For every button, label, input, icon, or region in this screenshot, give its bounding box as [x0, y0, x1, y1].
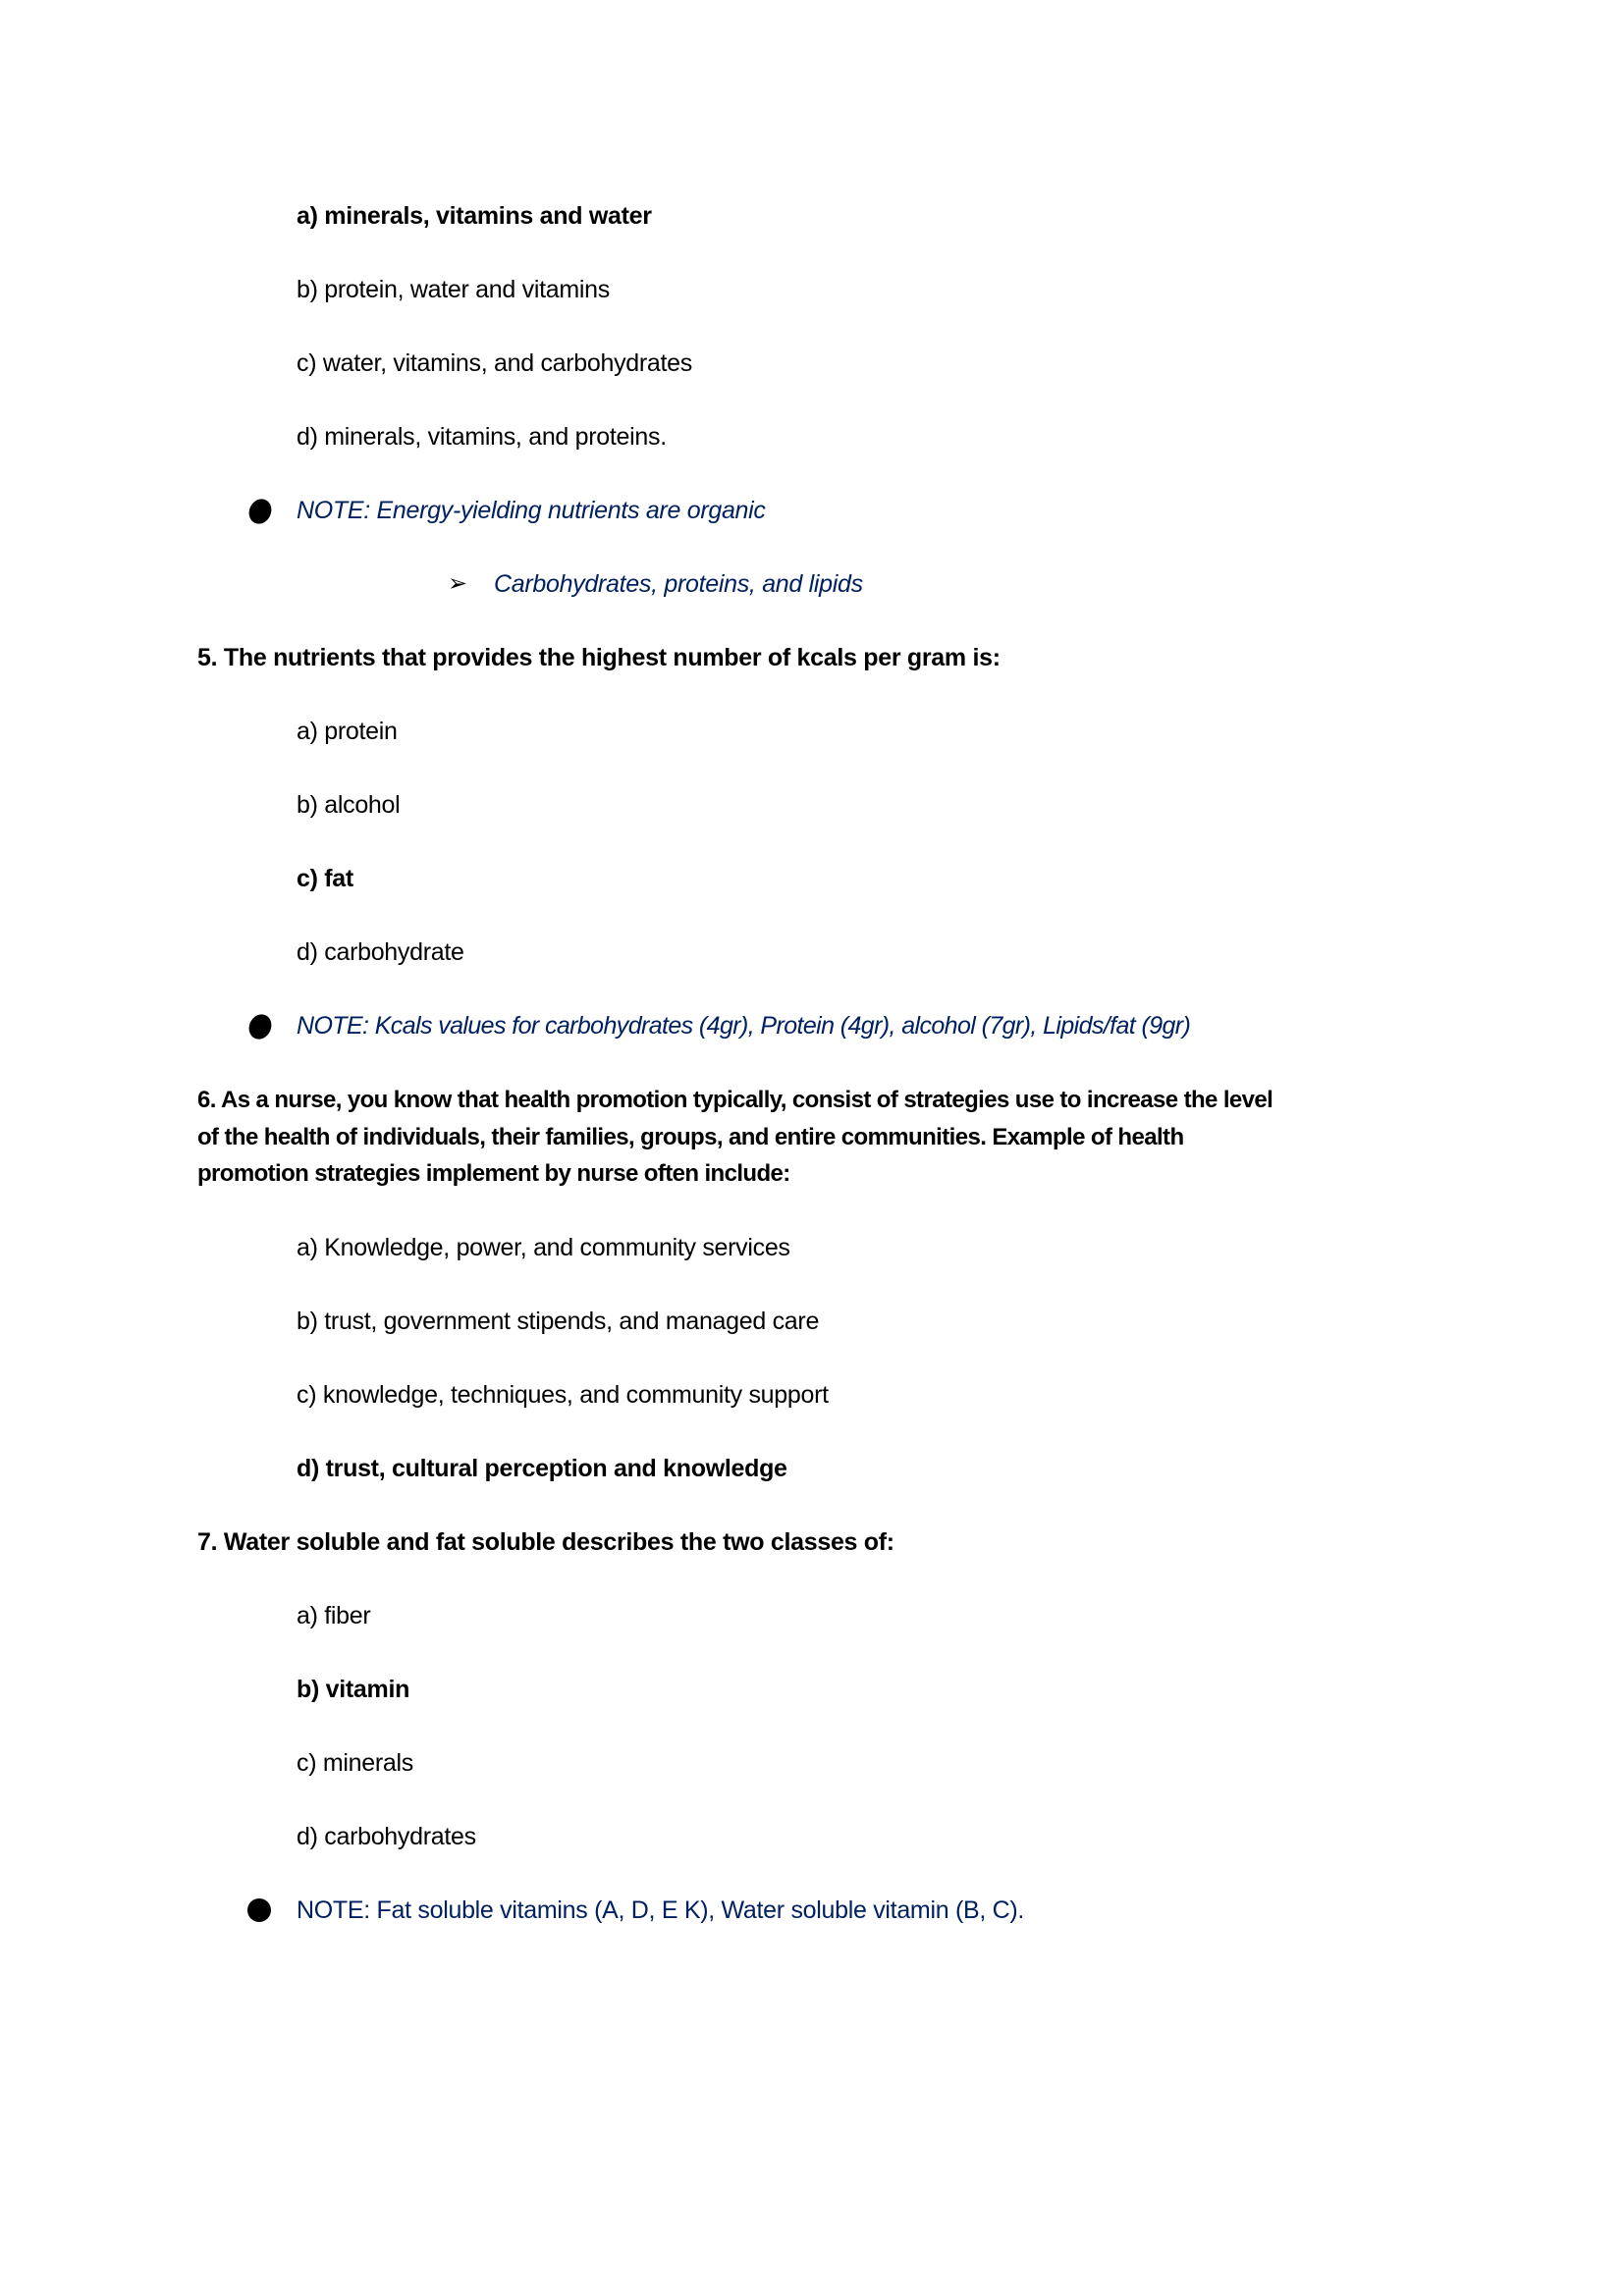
q5-option-d: d) carbohydrate	[297, 938, 464, 966]
q6-option-a: a) Knowledge, power, and community services	[297, 1234, 790, 1261]
bullet-icon	[247, 1898, 271, 1922]
q5-option-a: a) protein	[297, 718, 398, 745]
q7-option-d: d) carbohydrates	[297, 1823, 476, 1850]
q5-option-b: b) alcohol	[297, 791, 401, 819]
q7-option-c: c) minerals	[297, 1749, 413, 1777]
q4-option-a-answer: a) minerals, vitamins and water	[297, 202, 652, 230]
q6-question-line-2: of the health of individuals, their families, groups, and entire communities. Example of health	[197, 1124, 1184, 1150]
q6-option-b: b) trust, government stipends, and managed care	[297, 1308, 820, 1335]
q4-option-c: c) water, vitamins, and carbohydrates	[297, 349, 692, 377]
q5-option-c-answer: c) fat	[297, 865, 353, 892]
q6-question-line-3: promotion strategies implement by nurse often include:	[197, 1160, 790, 1187]
bullet-icon	[245, 1011, 276, 1043]
q7-option-a: a) fiber	[297, 1602, 371, 1629]
q7-option-b-answer: b) vitamin	[297, 1676, 410, 1703]
q4-subnote: Carbohydrates, proteins, and lipids	[494, 570, 863, 598]
q5-question: 5. The nutrients that provides the highest number of kcals per gram is:	[197, 644, 1001, 671]
q4-note: NOTE: Energy-yielding nutrients are organic	[297, 497, 766, 524]
q5-note: NOTE: Kcals values for carbohydrates (4gr), Protein (4gr), alcohol (7gr), Lipids/fat (9gr)	[297, 1012, 1191, 1040]
q6-option-c: c) knowledge, techniques, and community support	[297, 1381, 829, 1409]
q4-option-b: b) protein, water and vitamins	[297, 276, 610, 303]
q4-option-d: d) minerals, vitamins, and proteins.	[297, 423, 667, 451]
q6-option-d-answer: d) trust, cultural perception and knowledge	[297, 1455, 787, 1482]
q7-note: NOTE: Fat soluble vitamins (A, D, E K), Water soluble vitamin (B, C).	[297, 1896, 1025, 1924]
bullet-icon	[245, 496, 276, 528]
q6-question-line-1: 6. As a nurse, you know that health promotion typically, consist of strategies use to increase the level	[197, 1087, 1273, 1113]
q7-question: 7. Water soluble and fat soluble describes the two classes of:	[197, 1528, 894, 1556]
arrow-bullet-icon: ➢	[448, 570, 468, 597]
